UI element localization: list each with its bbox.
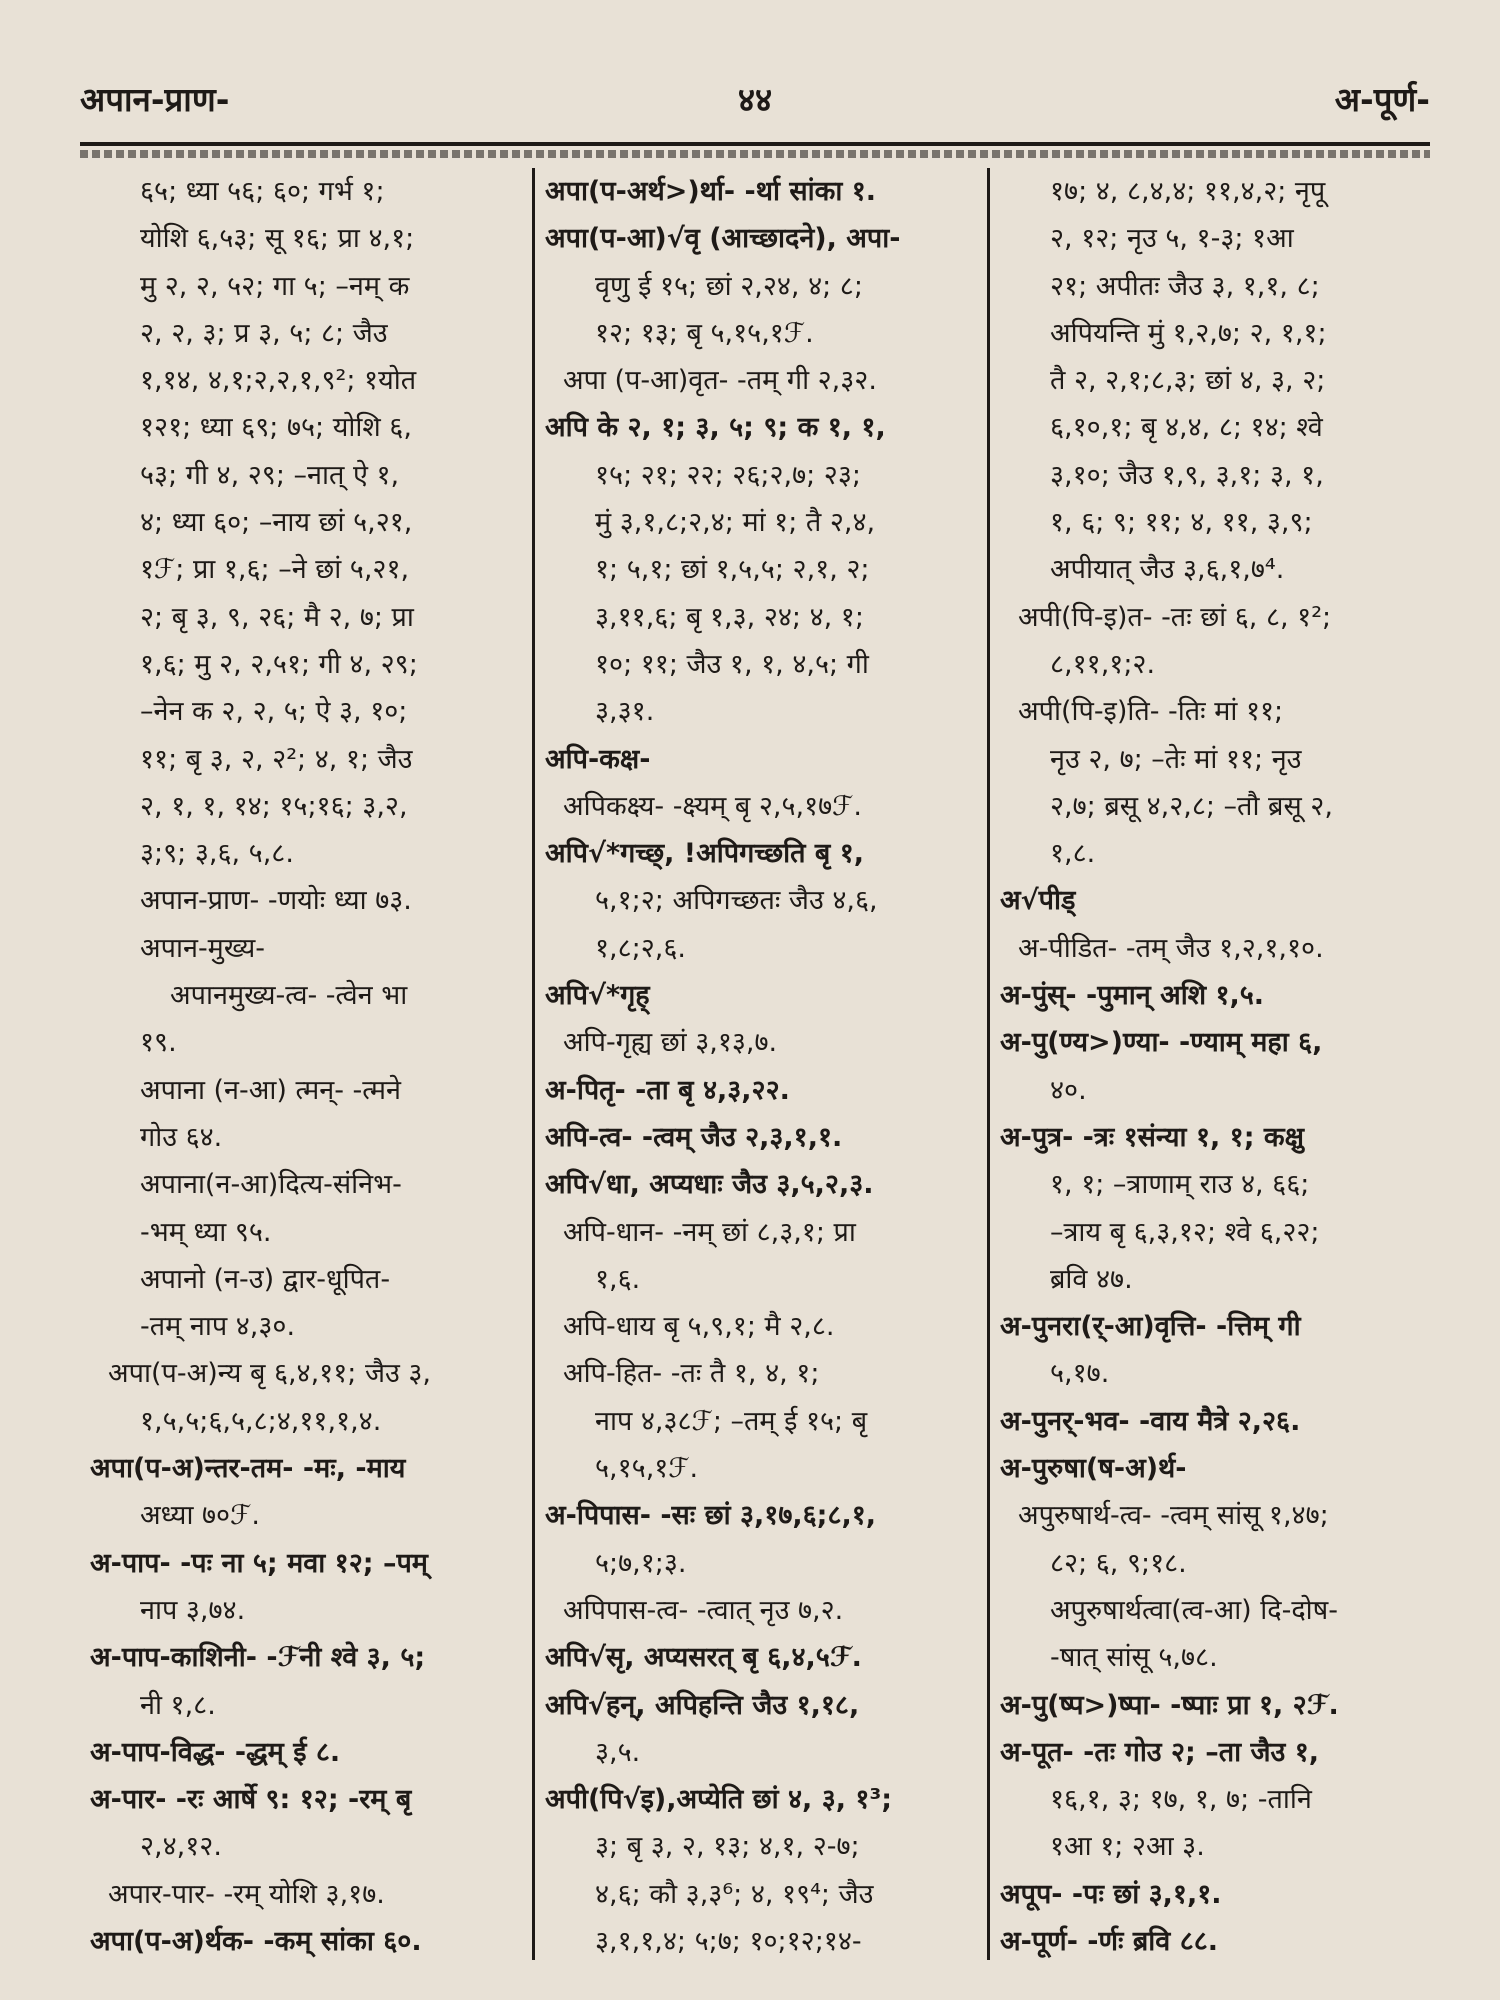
header-wavy-rule	[80, 150, 1430, 158]
entry-line: अ-पु(ष्प>)ष्पा- -ष्पाः प्रा १, २ℱ.	[1000, 1689, 1339, 1721]
entry-line: नृउ २, ७; –तेः मां ११; नृउ	[1050, 743, 1302, 775]
column-1	[80, 168, 535, 1960]
entry-line: अपा(प-अ)न्तर-तम- -मः, -माय	[90, 1453, 406, 1485]
entry-line: २१; अपीतः जैउ ३, १,१, ८;	[1050, 270, 1320, 302]
entry-line: ३;९; ३,६, ५,८.	[140, 838, 294, 870]
entry-line: अ-पार- -रः आर्षे ९: १२; -रम् बृ	[90, 1784, 412, 1816]
entry-line: अपुरुषार्थत्वा(त्व-आ) दि-दोष-	[1050, 1594, 1339, 1626]
entry-line: अपी(पि-इ)ति- -तिः मां ११;	[1018, 696, 1284, 728]
entry-line: अपि-धाय बृ ५,९,१; मै २,८.	[563, 1311, 835, 1343]
entry-line: अ-पुंस्- -पुमान् अशि १,५.	[1000, 980, 1265, 1012]
entry-line: अपियन्ति मुं १,२,७; २, १,१;	[1050, 317, 1327, 349]
entry-line: १९.	[140, 1027, 177, 1059]
entry-line: ६,१०,१; बृ ४,४, ८; १४; श्वे	[1050, 412, 1323, 444]
entry-line: ५,१;२; अपिगच्छतः जैउ ४,६,	[595, 885, 878, 917]
entry-line: -भम् ध्या ९५.	[140, 1216, 272, 1248]
entry-line: १,१४, ४,१;२,२,१,९²; १योत	[140, 365, 417, 397]
entry-line: ११; बृ ३, २, २²; ४, १; जैउ	[140, 743, 413, 775]
entry-line: अपि-कक्ष-	[545, 743, 651, 775]
entry-line: अपा (प-आ)वृत- -तम् गी २,३२.	[563, 365, 877, 397]
entry-line: १२; १३; बृ ५,१५,१ℱ.	[595, 317, 814, 349]
entry-line: अपिकक्ष्य- -क्ष्यम् बृ २,५,१७ℱ.	[563, 790, 862, 822]
entry-line: अ-पाप- -पः ना ५; मवा १२; –पम्	[90, 1547, 428, 1579]
column-2	[535, 168, 990, 1960]
entry-line: ६५; ध्या ५६; ६०; गर्भ १;	[140, 176, 385, 207]
entry-line: अपा(प-आ)√वृ (आच्छादने), अपा-	[545, 223, 901, 255]
entry-line: ३,११,६; बृ १,३, २४; ४, १;	[595, 601, 864, 633]
entry-line: अ-पुरुषा(ष-अ)र्थ-	[1000, 1453, 1187, 1485]
entry-line: अपि-गृह्य छां ३,१३,७.	[563, 1027, 778, 1059]
entry-line: ५,१५,१ℱ.	[595, 1453, 699, 1485]
entry-line: ३,१०; जैउ १,९, ३,१; ३, १,	[1050, 459, 1324, 491]
entry-line: ३,३१.	[595, 696, 655, 728]
entry-line: २, २, ३; प्र ३, ५; ८; जैउ	[140, 317, 388, 349]
entry-line: १७; ४, ८,४,४; ११,४,२; नृपू	[1050, 176, 1326, 207]
entry-line: ५;७,१;३.	[595, 1547, 687, 1579]
header-left-guideword: अपान-प्राण-	[80, 80, 230, 119]
entry-line: अ-पीडित- -तम् जैउ १,२,१,१०.	[1018, 932, 1324, 964]
entry-line: अपीयात् जैउ ३,६,१,७⁴.	[1050, 554, 1285, 586]
entry-line: ८,११,१;२.	[1050, 648, 1156, 680]
entry-line: -तम् नाप ४,३०.	[140, 1311, 296, 1343]
entry-line: मुं ३,१,८;२,४; मां १; तै २,४,	[595, 507, 876, 539]
entry-line: अपि√सृ, अप्यसरत् बृ ६,४,५ℱ.	[545, 1642, 862, 1674]
entry-line: अपि-त्व- -त्वम् जैउ २,३,१,१.	[545, 1121, 843, 1153]
entry-line: अपान-मुख्य-	[140, 932, 266, 964]
entry-line: ३,५.	[595, 1736, 641, 1768]
header-right-guideword: अ-पूर्ण-	[1334, 80, 1430, 119]
entry-line: अपि√*गच्छ्, !अपिगच्छति बृ १,	[545, 838, 865, 870]
entry-line: ५,१७.	[1050, 1358, 1110, 1390]
entry-line: योशि ६,५३; सू १६; प्रा ४,१;	[140, 223, 415, 255]
entry-line: -षात् सांसू ५,७८.	[1050, 1642, 1218, 1674]
entry-line: अपानमुख्य-त्व- -त्वेन भा	[170, 980, 408, 1012]
entry-line: ८२; ६, ९;१८.	[1050, 1547, 1187, 1579]
entry-line: अपी(पि-इ)त- -तः छां ६, ८, १²;	[1018, 601, 1332, 633]
entry-line: १, १; –त्राणाम् राउ ४, ६६;	[1050, 1169, 1310, 1201]
entry-line: अपि के २, १; ३, ५; ९; क १, १,	[545, 412, 886, 444]
entry-line: अपार-पार- -रम् योशि ३,१७.	[108, 1878, 385, 1910]
entry-line: वृणु ई १५; छां २,२४, ४; ८;	[595, 270, 863, 302]
entry-line: १आ १; २आ ३.	[1050, 1831, 1205, 1863]
entry-line: १; ५,१; छां १,५,५; २,१, २;	[595, 554, 870, 586]
page-header	[80, 68, 1430, 128]
entry-line: अ-पाप-विद्ध- -द्धम् ई ८.	[90, 1736, 341, 1768]
entry-line: १, ६; ९; ११; ४, ११, ३,९;	[1050, 507, 1313, 539]
entry-line: २,७; ब्रसू ४,२,८; –तौ ब्रसू २,	[1050, 790, 1333, 822]
entry-line: अपि-हित- -तः तै १, ४, १;	[563, 1358, 820, 1390]
entry-line: १,६; मु २, २,५१; गी ४, २९;	[140, 648, 418, 680]
entry-line: अपि√*गृह्	[545, 980, 650, 1012]
entry-line: –नेन क २, २, ५; ऐ ३, १०;	[140, 696, 408, 728]
entry-line: अपाना(न-आ)दित्य-संनिभ-	[140, 1169, 402, 1201]
entry-line: अपि-धान- -नम् छां ८,३,१; प्रा	[563, 1216, 856, 1248]
entry-line: अपि√हन्, अपिहन्ति जैउ १,१८,	[545, 1689, 860, 1721]
header-rule	[80, 142, 1430, 150]
entry-line: अ-पुनरा(र्-आ)वृत्ति- -त्तिम् गी	[1000, 1311, 1301, 1343]
entry-line: अध्या ७०ℱ.	[140, 1500, 260, 1532]
entry-line: अपिपास-त्व- -त्वात् नृउ ७,२.	[563, 1594, 844, 1626]
entry-line: २; बृ ३, ९, २६; मै २, ७; प्रा	[140, 601, 414, 633]
entry-line: १,६.	[595, 1263, 641, 1295]
entry-line: अ-पिपास- -सः छां ३,१७,६;८,१,	[545, 1500, 877, 1532]
entry-line: अ√पीड्	[1000, 885, 1076, 917]
entry-line: मु २, २, ५२; गा ५; –नम् क	[140, 270, 410, 302]
entry-line: अपानो (न-उ) द्वार-धूपित-	[140, 1263, 391, 1295]
entry-line: अ-पु(ण्य>)ण्या- -ण्याम् महा ६,	[1000, 1027, 1323, 1059]
entry-line: ब्रवि ४७.	[1050, 1263, 1133, 1295]
entry-line: ५३; गी ४, २९; –नात् ऐ १,	[140, 459, 400, 491]
entry-line: ३,१,१,४; ५;७; १०;१२;१४-	[595, 1925, 862, 1957]
entry-line: १२१; ध्या ६९; ७५; योशि ६,	[140, 412, 412, 444]
column-3	[990, 168, 1430, 1960]
entry-line: अ-पूर्ण- -र्णः ब्रवि ८८.	[1000, 1925, 1219, 1957]
entry-line: २, १, १, १४; १५;१६; ३,२,	[140, 790, 408, 822]
entry-line: अपुरुषार्थ-त्व- -त्वम् सांसू १,४७;	[1018, 1500, 1329, 1532]
entry-line: नाप ३,७४.	[140, 1594, 246, 1626]
entry-line: अपी(पि√इ),अप्येति छां ४, ३, १³;	[545, 1784, 893, 1816]
entry-line: अ-पूत- -तः गोउ २; –ता जैउ १,	[1000, 1736, 1320, 1768]
entry-line: ४; ध्या ६०; –नाय छां ५,२१,	[140, 507, 413, 539]
entry-line: –त्राय बृ ६,३,१२; श्वे ६,२२;	[1050, 1216, 1320, 1248]
entry-line: अ-पितृ- -ता बृ ४,३,२२.	[545, 1074, 790, 1106]
entry-line: ३; बृ ३, २, १३; ४,१, २-७;	[595, 1831, 860, 1863]
entry-line: नी १,८.	[140, 1689, 216, 1721]
entry-line: अपाना (न-आ) त्मन्- -त्मने	[140, 1074, 401, 1106]
entry-line: अपान-प्राण- -णयोः ध्या ७३.	[140, 885, 412, 917]
entry-line: १५; २१; २२; २६;२,७; २३;	[595, 459, 861, 491]
entry-line: १ℱ; प्रा १,६; –ने छां ५,२१,	[140, 554, 410, 586]
entry-line: तै २, २,१;८,३; छां ४, ३, २;	[1050, 365, 1326, 397]
entry-line: ४,६; कौ ३,३⁶; ४, १९⁴; जैउ	[595, 1878, 874, 1910]
entry-line: अ-पाप-काशिनी- -ℱनी श्वे ३, ५;	[90, 1642, 426, 1674]
entry-line: अपा(प-अर्थ>)र्था- -र्था सांका १.	[545, 176, 877, 207]
entry-line: २,४,१२.	[140, 1831, 222, 1863]
entry-line: अपूप- -पः छां ३,१,१.	[1000, 1878, 1222, 1910]
columns	[80, 168, 1430, 1960]
entry-line: १६,१, ३; १७, १, ७; -तानि	[1050, 1784, 1312, 1816]
entry-line: १,८;२,६.	[595, 932, 687, 964]
entry-line: अपा(प-अ)र्थक- -कम् सांका ६०.	[90, 1925, 422, 1957]
entry-line: ४०.	[1050, 1074, 1087, 1106]
entry-line: १,५,५;६,५,८;४,११,१,४.	[140, 1405, 382, 1437]
entry-line: अ-पुनर्-भव- -वाय मैत्रे २,२६.	[1000, 1405, 1301, 1437]
entry-line: नाप ४,३८ℱ; –तम् ई १५; बृ	[595, 1405, 868, 1437]
entry-line: २, १२; नृउ ५, १-३; १आ	[1050, 223, 1294, 255]
entry-line: अपि√धा, अप्यधाः जैउ ३,५,२,३.	[545, 1169, 874, 1201]
page-number: ४४	[737, 80, 773, 119]
entry-line: १,८.	[1050, 838, 1096, 870]
entry-line: अ-पुत्र- -त्रः १संन्या १, १; कक्षु	[1000, 1121, 1304, 1153]
entry-line: अपा(प-अ)न्य बृ ६,४,११; जैउ ३,	[108, 1358, 431, 1390]
entry-line: गोउ ६४.	[140, 1121, 223, 1153]
entry-line: १०; ११; जैउ १, १, ४,५; गी	[595, 648, 869, 680]
